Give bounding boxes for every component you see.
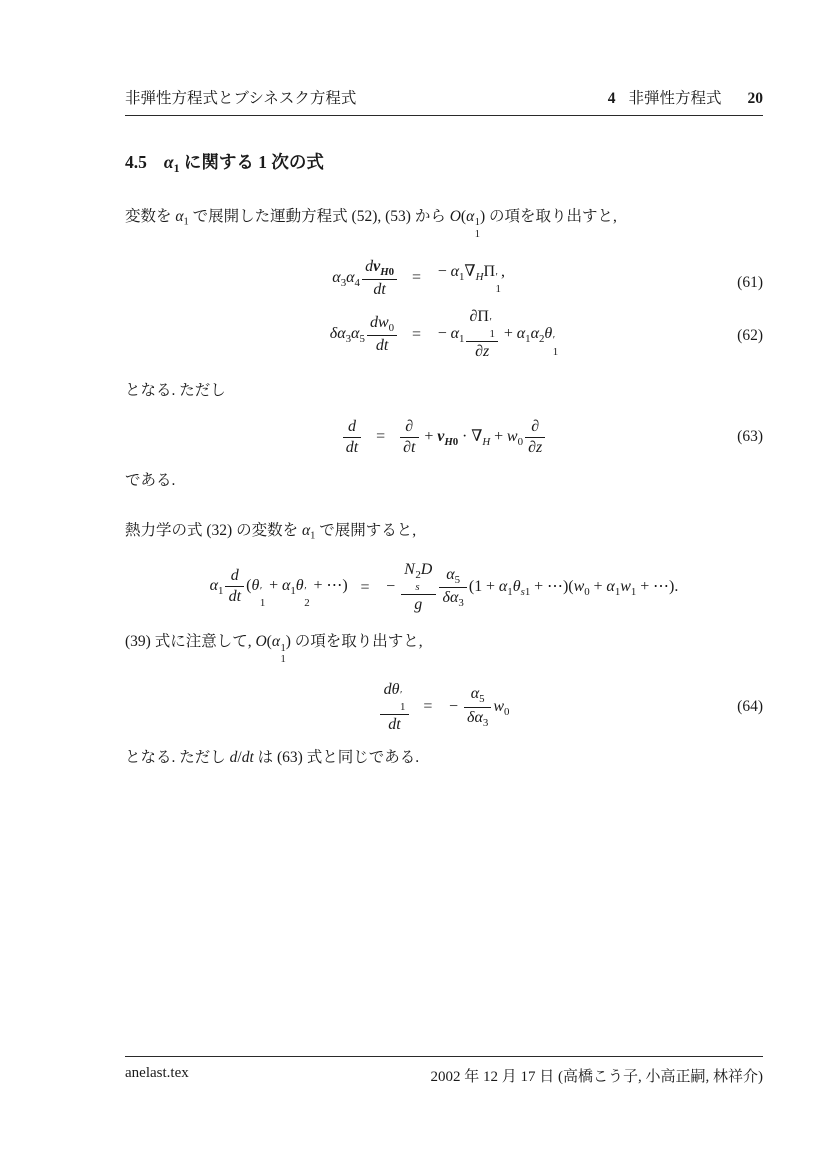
equation-relation [399, 269, 434, 287]
text-run: (39) 式に注意して, [125, 633, 256, 651]
text-run: に関する 1 次の式 [179, 152, 324, 172]
equation-numbers [737, 680, 763, 735]
equation-numbers [737, 417, 763, 458]
inline-math: O(α 1 1 ) [255, 633, 291, 666]
fraction: ∂ ∂t [400, 417, 419, 458]
equation-number: (62) [737, 326, 763, 344]
document-page [125, 0, 763, 769]
section-title [164, 149, 324, 176]
equation-lhs [341, 417, 364, 458]
equation-relation [399, 326, 434, 344]
equation-rhs [445, 684, 509, 730]
paragraph-tonaru-tadashi [125, 380, 763, 402]
inline-math: = [423, 698, 433, 716]
equation-grid [379, 680, 510, 735]
equation-relation [411, 698, 446, 716]
text-run: 熱力学の式 (32) の変数を [125, 522, 302, 540]
equation-rhs [434, 261, 507, 296]
inline-math [341, 417, 364, 456]
equation-relation [348, 579, 383, 597]
equation-relation [363, 428, 398, 446]
header-left-title: 非弾性方程式とブシネスク方程式 [125, 90, 357, 107]
inline-math: $\alpha_3\alpha_4$ $dv_{H0}$ dt [332, 269, 399, 286]
equation-grid [341, 417, 548, 458]
equation-rhs [398, 417, 547, 458]
equation-grid [330, 257, 558, 363]
inline-math: $\alpha_1$ [301, 522, 316, 542]
inline-math: O(α 1 1 ) [449, 208, 486, 240]
header-section-number: 4 [607, 90, 616, 107]
fraction: $\frac{d}{dt}$ [343, 417, 362, 458]
equation-lhs [330, 313, 399, 356]
equation-63 [125, 417, 763, 458]
fraction: dθ ′ 1 dt [380, 680, 408, 735]
text-run: の項を取り出すと, [290, 633, 423, 651]
equation-number: (63) [737, 428, 763, 446]
inline-math: $\alpha_1$ [175, 208, 189, 228]
inline-math: − $\alpha_1$ ∂Π ′ 1 ∂z + $\alpha_1\alpha_2\theta$ ′ 1 [437, 307, 559, 361]
paragraph-dearu [125, 470, 763, 492]
text-run: となる. ただし [125, 748, 230, 766]
page-header [125, 0, 763, 116]
inline-math: − $\alpha_1\nabla_H\Pi$ ′ 1 , [437, 262, 505, 295]
inline-math: = [412, 269, 422, 287]
inline-math: = [412, 325, 422, 343]
fraction: $\frac{\alpha_5}{\delta\alpha_3}$ [464, 684, 492, 730]
equation-number: (61) [737, 273, 763, 291]
fraction: N 2 s D g [401, 560, 436, 615]
equation-64 [125, 680, 763, 735]
text-run: 変数を [125, 208, 176, 226]
inline-math: = [360, 578, 370, 596]
text-run: で展開した運動方程式 (52), (53) から [188, 208, 450, 226]
fraction: ∂ ∂z [525, 417, 546, 458]
equation-lhs [332, 257, 399, 300]
footer-date-authors: 2002 年 12 月 17 日 (高橋こう子, 小高正嗣, 林祥介) [430, 1069, 763, 1085]
fraction: ∂Π ′ 1 ∂z [466, 307, 498, 362]
equation-rhs [434, 307, 558, 362]
equation-group-61-62 [125, 257, 763, 363]
inline-math: = [376, 428, 386, 446]
equation-lhs [379, 680, 411, 735]
page-footer [125, 1056, 763, 1086]
text-run: の項を取り出すと, [485, 208, 617, 226]
inline-math: − N 2 s D g $\frac{\alpha_5}{\delta\alpha_3}$ ($1 + \alpha_1\theta_{s1}$ + $\cdots)(w_0 + \alpha_1w_1$ + ⋯). [386, 561, 679, 614]
header-right [608, 86, 763, 108]
fraction: $\frac{\alpha_5}{\delta\alpha_3}$ [439, 565, 467, 611]
paragraph-note-39 [125, 631, 763, 665]
fraction: $\frac{dw_0}{dt}$ [367, 313, 397, 356]
inline-math: − $\frac{\alpha_5}{\delta\alpha_3}$ $w_0$ [449, 685, 510, 729]
equation-rhs [382, 560, 678, 615]
text-run: は (63) 式と同じである. [253, 748, 420, 766]
inline-math: $\delta\alpha_3\alpha_5$ $\frac{dw_0}{dt}$ [330, 325, 399, 342]
text-run: である. [125, 471, 176, 489]
equation-grid [210, 560, 679, 615]
inline-math: d/dt [229, 748, 254, 766]
header-section-title: 非弾性方程式 [628, 90, 722, 107]
equation-lhs [210, 566, 348, 610]
equation-number: (64) [737, 698, 763, 716]
paragraph-intro-thermo [125, 520, 763, 544]
inline-math: ∂ ∂t + $v_{H0} \cdot \nabla_H + w_0$ ∂ ∂z [398, 428, 547, 445]
fraction: $\frac{d}{dt}$ [225, 566, 244, 607]
section-number: 4.5 [125, 152, 147, 172]
inline-math: $\alpha_1$ [163, 152, 180, 176]
paragraph-closing [125, 747, 763, 769]
text-run: で展開すると, [315, 522, 417, 540]
inline-math [379, 680, 411, 733]
section-heading [125, 149, 763, 176]
equation-numbers [737, 257, 763, 363]
header-page-number: 20 [747, 90, 763, 107]
paragraph-intro-motion [125, 206, 763, 240]
inline-math: $\alpha_1$ $\frac{d}{dt}$ (θ ′ 1 + $\alpha_1\theta$ ′ 2 + ⋯) [209, 566, 348, 609]
footer-filename: anelast.tex [125, 1065, 189, 1081]
fraction: $dv_{H0}$ dt [362, 257, 397, 300]
equation-thermo-unnumbered [125, 560, 763, 615]
text-run: となる. ただし [125, 382, 226, 400]
